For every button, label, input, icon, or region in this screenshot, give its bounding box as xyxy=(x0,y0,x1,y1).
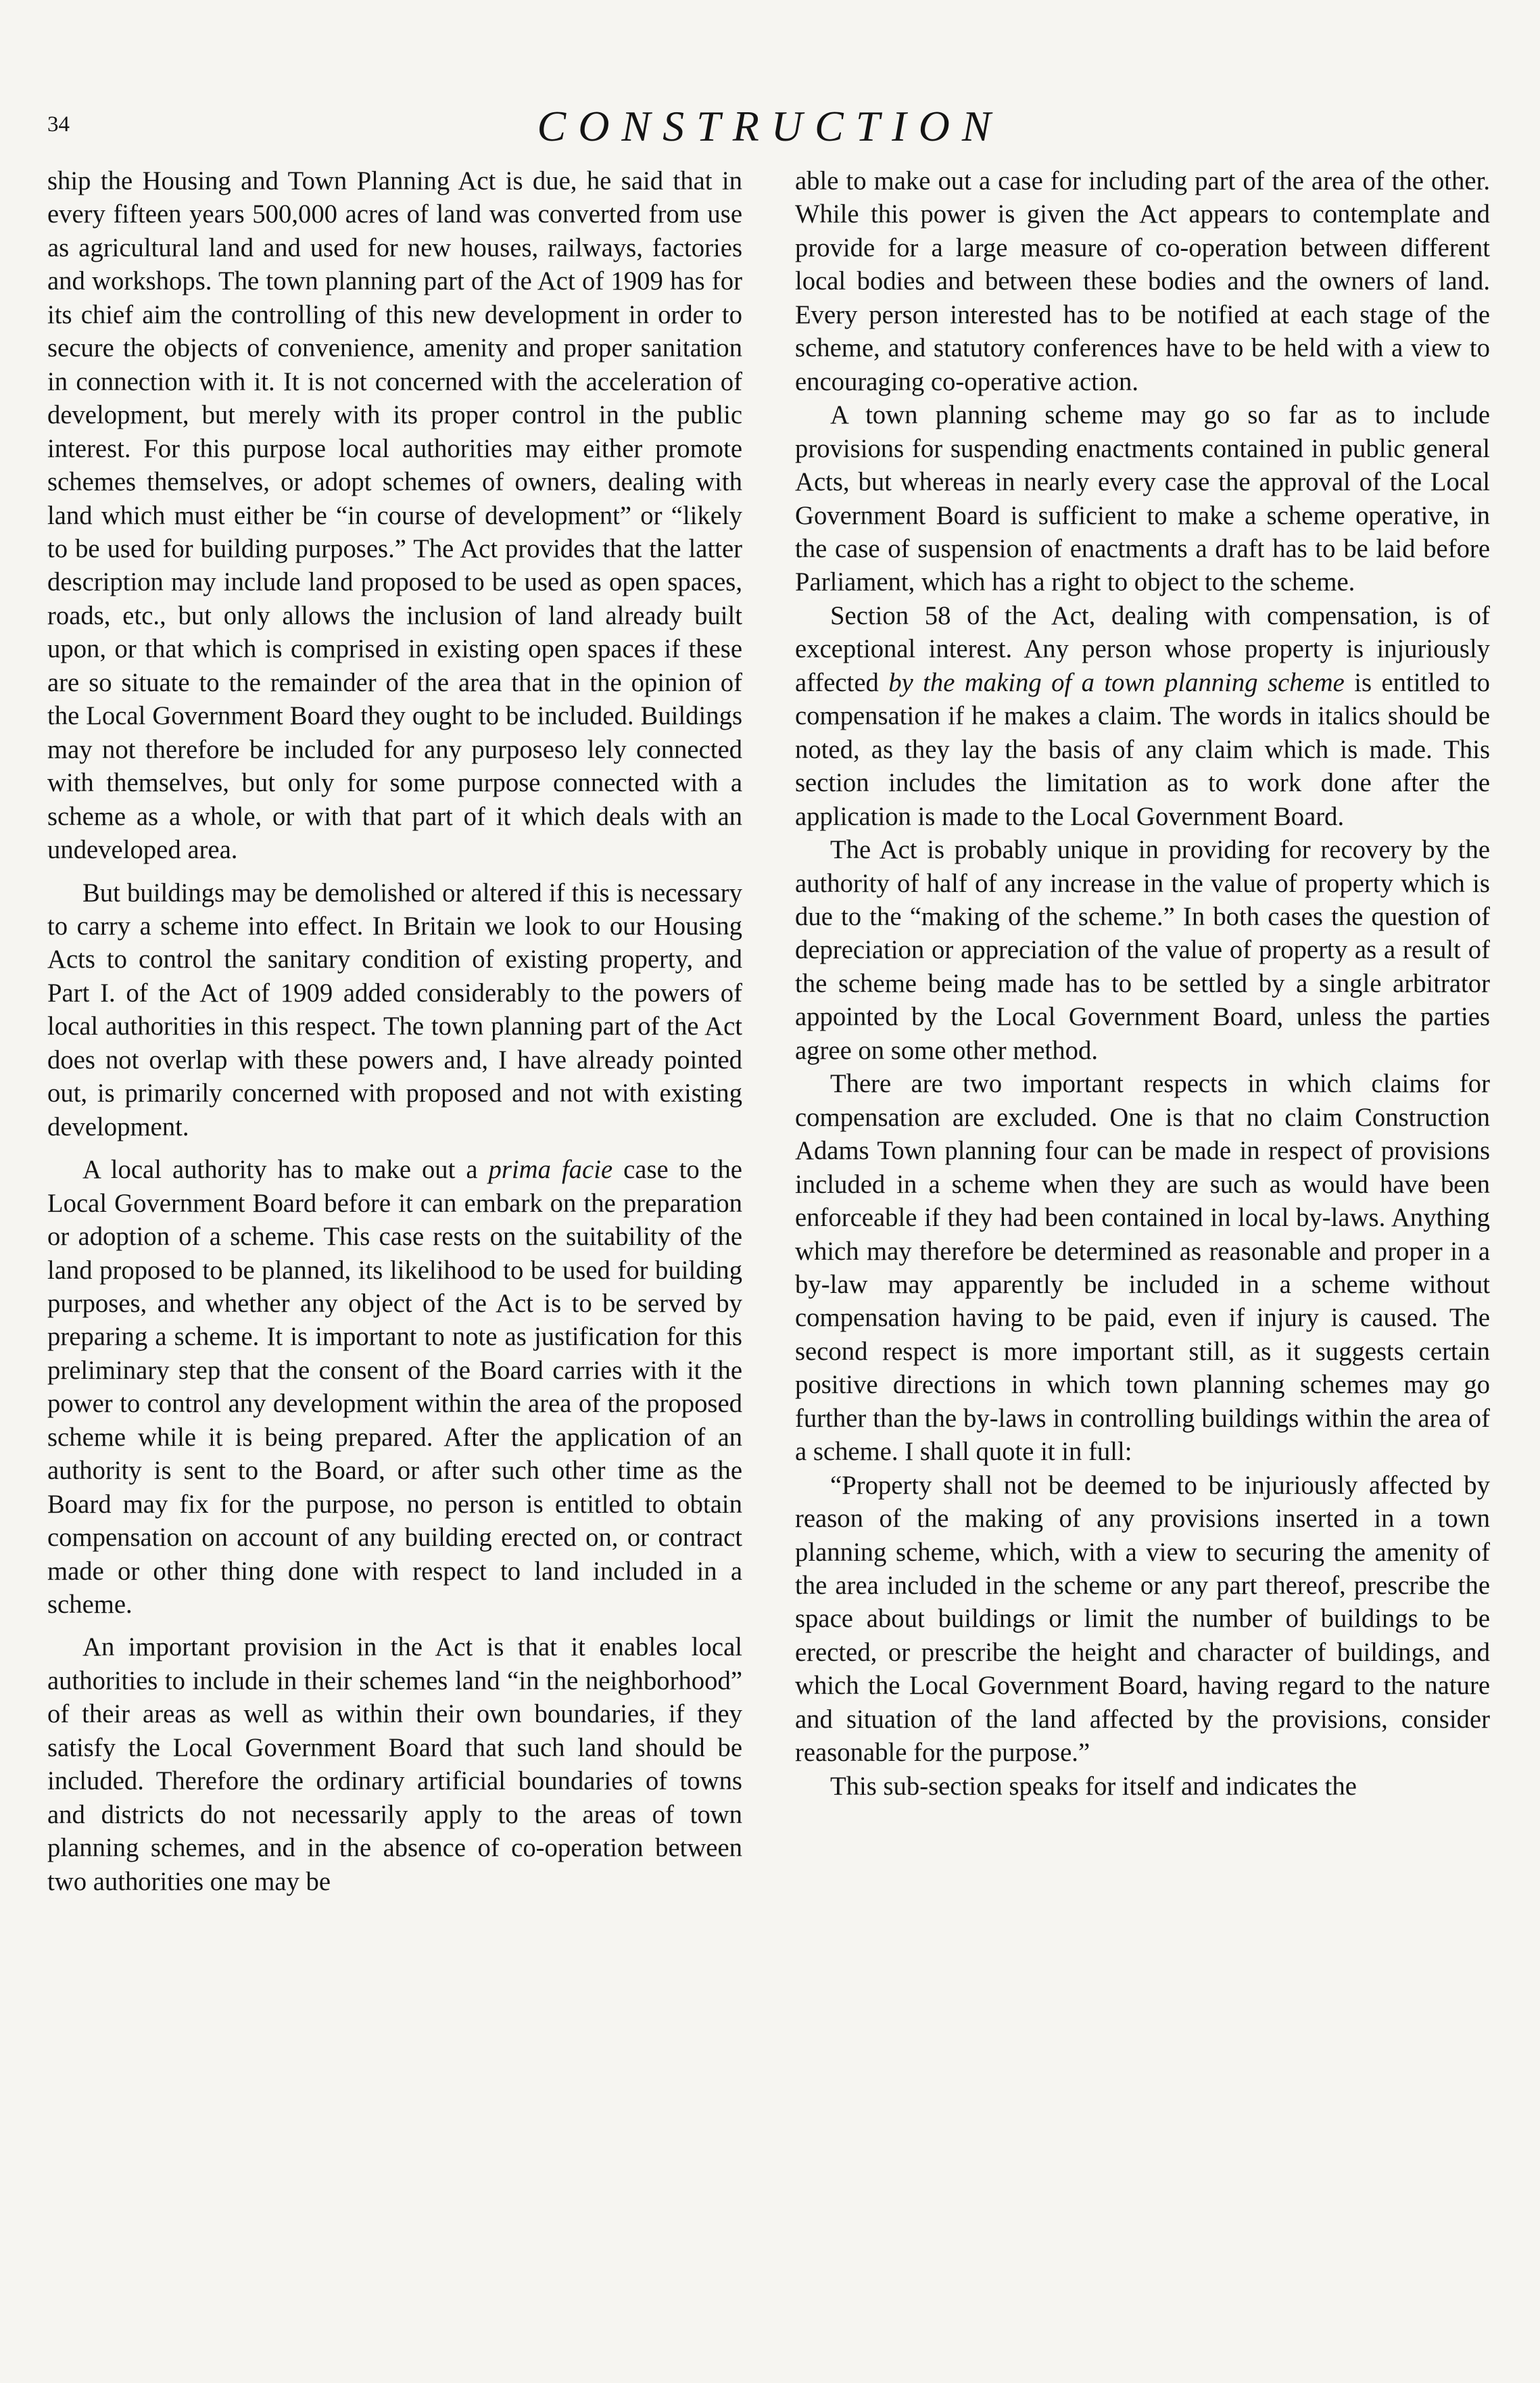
right-column xyxy=(795,165,1490,2356)
running-title: CONSTRUCTION xyxy=(537,102,1003,150)
paragraph xyxy=(47,1154,742,1622)
block-quote: “Property shall not be deemed to be injuriously affected by reason of the making of any provisions inserted in a town planning scheme, which, with a view to securing the amenity of the area included in the scheme or any part thereof, prescribe the space about buildings or limit the number of buildings to be erected, or prescribe the height and character of buildings, and which the Local Government Board, having regard to the nature and situation of the land affected by the provisions, consider reasonable for the purpose.” xyxy=(795,1471,1490,1768)
paragraph: An important provision in the Act is that it enables local authorities to include in their schemes land “in the neighborhood” of their areas as well as within their own boundaries, if they satisfy the Local Government Board that such land should be included. Therefore the ordinary artificial boundaries of towns and districts do not necessarily apply to the areas of town planning schemes, and in the absence of co-operation between two authorities one may be xyxy=(47,1633,742,1896)
paragraph-text: is entitled to compensation if he makes a claim. The words in italics should be noted, as they lay the basis of any claim which is made. This section includes the limitation as to work done after the application is made to the Local Government Board. xyxy=(795,668,1490,831)
paragraph: But buildings may be demolished or altered if this is necessary to carry a scheme into effect. In Britain we look to our Housing Acts to control the sanitary condition of existing property, and Part I. of the Act of 1909 added considerably to the powers of local authorities in this respect. The town planning part of the Act does not overlap with these powers and, I have already pointed out, is primarily concerned with proposed and not with existing development. xyxy=(47,878,742,1141)
paragraph: This sub-section speaks for itself and indicates the xyxy=(830,1772,1357,1801)
italic-phrase: prima facie xyxy=(488,1156,613,1185)
paragraph xyxy=(795,600,1490,834)
paragraph: The Act is probably unique in providing for recovery by the authority of half of any increase in the value of property which is due to the “making of the scheme.” In both cases the question of depreciation or appreciation of the value of property as a result of the scheme being made has to be settled by a single arbitrator appointed by the Local Government Board, unless the parties agree on some other method. xyxy=(795,836,1490,1065)
page-number: 34 xyxy=(47,112,70,137)
left-column xyxy=(47,165,742,2356)
paragraph: A town planning scheme may go so far as to include provisions for suspending enactments contained in public general Acts, but whereas in nearly every case the approval of the Local Government Board is sufficient to make a scheme operative, in the case of suspension of enactments a draft has to be laid before Parliament, which has a right to object to the scheme. xyxy=(795,401,1490,597)
italic-phrase: by the making of a town planning scheme xyxy=(888,668,1345,697)
paragraph-text: A local authority has to make out a xyxy=(82,1156,489,1185)
paragraph-text: case to the Local Government Board before it can embark on the preparation or adoption of a scheme. This case rests on the suitability of the land proposed to be planned, its likelihood to be used for building purposes, and whether any object of the Act is to be served by preparing a scheme. It is important to note as justification for this preliminary step that the consent of the Board carries with it the power to control any development within the area of the proposed scheme while it is being prepared. After the application of an authority is sent to the Board, or after such other time as the Board may fix for the purpose, no person is entitled to obtain compensation on account of any building erected on, or contract made or other thing done with respect to land included in a scheme. xyxy=(47,1156,742,1620)
paragraph: able to make out a case for including part of the area of the other. While this power is given the Act appears to contemplate and provide for a large measure of co-operation between different local bodies and between these bodies and the owners of land. Every person interested has to be notified at each stage of the scheme, and statutory conferences have to be held with a view to encouraging co-operative action. xyxy=(795,167,1490,396)
paragraph: ship the Housing and Town Planning Act is due, he said that in every fifteen years 500,000 acres of land was converted from use as agricultural land and used for new houses, railways, factories and workshops. The town planning part of the Act of 1909 has for its chief aim the controlling of this new development in order to secure the objects of convenience, amenity and proper sanitation in connection with it. It is not concerned with the acceleration of development, but merely with its proper control in the public interest. For this purpose local authorities may either promote schemes themselves, or adopt schemes of owners, dealing with land which must either be “in course of development” or “likely to be used for building purposes.” The Act provides that the latter description may include land proposed to be used as open spaces, roads, etc., but only allows the inclusion of land already built upon, or that which is comprised in existing open spaces if these are so situate to the remainder of the area that in the opinion of the Local Government Board they ought to be included. Buildings may not therefore be included for any purposeso lely connected with themselves, but only for some purpose connected with a scheme as a whole, or with that part of it which deals with an undeveloped area. xyxy=(47,167,742,865)
paragraph-text: Section 58 of the Act, dealing with compensation, is of exceptional interest. Any person whose property is injuriously affected xyxy=(795,601,1490,697)
paragraph: There are two important respects in which claims for compensation are excluded. One is that no claim Construction Adams Town planning four can be made in respect of provisions included in a scheme when they are such as would have been enforceable if they had been contained in local by-laws. Anything which may therefore be determined as reasonable and proper in a by-law may apparently be included in a scheme without compensation having to be paid, even if injury is caused. The second respect is more important still, as it suggests certain positive directions in which town planning schemes may go further than the by-laws in controlling buildings within the area of a scheme. I shall quote it in full: xyxy=(795,1070,1490,1467)
